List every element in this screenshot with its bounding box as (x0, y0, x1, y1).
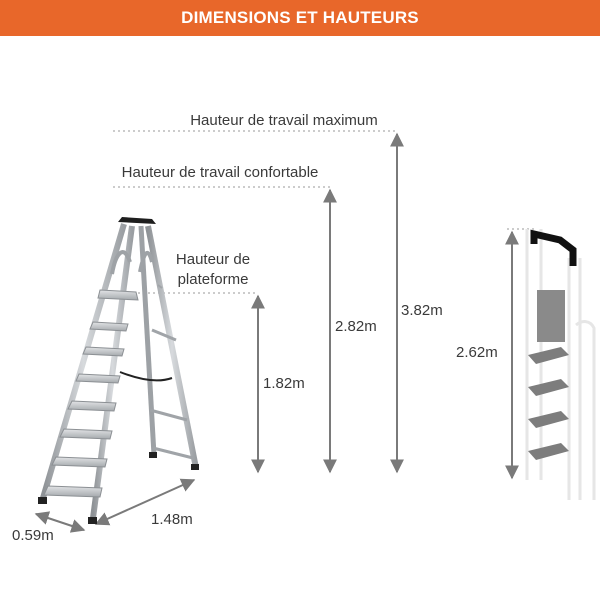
depth-value: 1.48m (151, 511, 193, 528)
comfort-work-height-label: Hauteur de travail confortable (121, 164, 319, 181)
platform-height-label-line2: plateforme (177, 271, 249, 288)
ladder-side-view (527, 229, 594, 500)
max-height-value: 3.82m (401, 302, 443, 319)
platform-height-label-line1: Hauteur de (175, 251, 251, 268)
ladder-height-value: 2.62m (456, 344, 498, 361)
ladder-3d-illustration (38, 217, 199, 524)
width-value: 0.59m (12, 527, 54, 544)
max-work-height-label: Hauteur de travail maximum (190, 112, 378, 129)
banner-title: DIMENSIONS ET HAUTEURS (181, 8, 419, 27)
platform-height-value: 1.82m (263, 375, 305, 392)
comfort-height-value: 2.82m (335, 318, 377, 335)
